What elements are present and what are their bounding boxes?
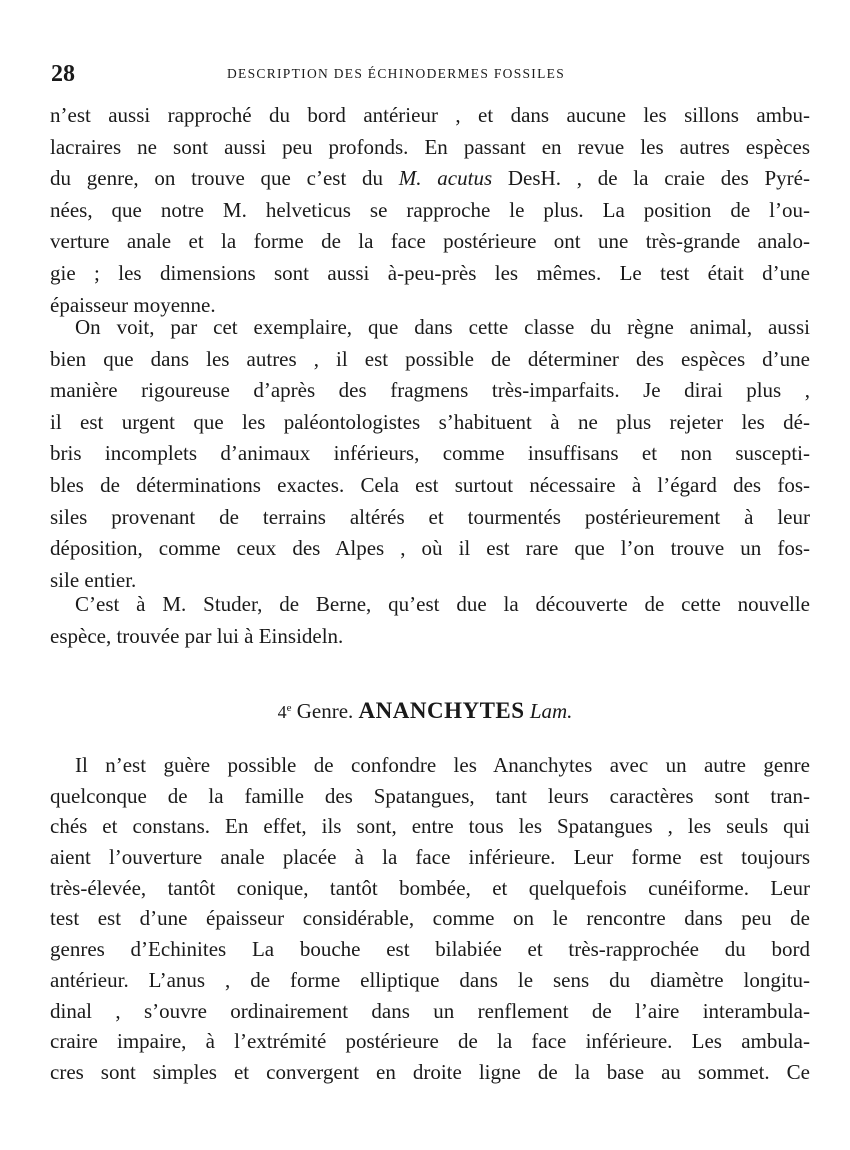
text-line: craire impaire, à l’extrémité postérieure de la face inférieure. Les ambula- <box>50 1029 810 1054</box>
text-line: quelconque de la famille des Spatangues, tant leurs caractères sont tran- <box>50 783 810 808</box>
genus-name: ANANCHYTES <box>358 698 525 723</box>
genus-author: Lam. <box>529 699 573 723</box>
section-heading <box>0 693 850 727</box>
text-line: antérieur. L’anus , de forme elliptique dans le sens du diamètre longitu- <box>50 967 810 992</box>
text-line: nées, que notre M. helveticus se rapproche le plus. La position de l’ou- <box>50 197 810 222</box>
text-line: C’est à M. Studer, de Berne, qu’est due la découverte de cette nouvelle <box>75 592 810 616</box>
text-line: test est d’une épaisseur considérable, comme on le rencontre dans peu de <box>50 906 810 931</box>
text-line: très-élevée, tantôt conique, tantôt bombée, et quelquefois cunéiforme. Leur <box>50 875 810 900</box>
paragraph-2 <box>50 312 810 596</box>
text-line: Il n’est guère possible de confondre les Ananchytes avec un autre genre <box>75 753 810 777</box>
genus-label: Genre. <box>296 699 354 723</box>
text-line: gie ; les dimensions sont aussi à-peu-près les mêmes. Le test était d’une <box>50 260 810 285</box>
text-line: manière rigoureuse d’après des fragmens très-imparfaits. Je dirai plus , <box>50 378 810 403</box>
text-line: sile entier. <box>50 567 137 592</box>
page-header <box>51 62 811 88</box>
genus-ordinal: 4e <box>277 702 292 722</box>
page-number: 28 <box>51 61 75 87</box>
text-line: On voit, par cet exemplaire, que dans cette classe du règne animal, aussi <box>75 315 810 339</box>
text-line: du genre, on trouve que c’est du M. acutus DesH. , de la craie des Pyré- <box>50 166 810 191</box>
text-line: déposition, comme ceux des Alpes , où il est rare que l’on trouve un fos- <box>50 536 810 561</box>
running-title: DESCRIPTION DES ÉCHINODERMES FOSSILES <box>227 66 566 81</box>
text-line: aient l’ouverture anale placée à la face inférieure. Leur forme est toujours <box>50 845 810 870</box>
text-line: dinal , s’ouvre ordinairement dans un renflement de l’aire interambula- <box>50 998 810 1023</box>
text-line: il est urgent que les paléontologistes s’habituent à ne plus rejeter les dé- <box>50 409 810 434</box>
paragraph-4 <box>50 750 810 1088</box>
paragraph-1 <box>50 100 810 321</box>
text-line: cres sont simples et convergent en droite ligne de la base au sommet. Ce <box>50 1059 810 1084</box>
text-line: siles provenant de terrains altérés et tourmentés postérieurement à leur <box>50 504 810 529</box>
text-line: bien que dans les autres , il est possible de déterminer des espèces d’une <box>50 346 810 371</box>
paragraph-3 <box>50 589 810 652</box>
species-name-italic: M. acutus <box>398 166 493 191</box>
text-line: épaisseur moyenne. <box>50 292 216 317</box>
text-line: n’est aussi rapproché du bord antérieur , et dans aucune les sillons ambu- <box>50 103 810 127</box>
text-line: bris incomplets d’animaux inférieurs, comme insuffisans et non suscepti- <box>50 441 810 466</box>
text-line: lacraires ne sont aussi peu profonds. En passant en revue les autres espèces <box>50 134 810 159</box>
text-line: chés et constans. En effet, ils sont, entre tous les Spatangues , les seuls qui <box>50 814 810 839</box>
text-line: bles de déterminations exactes. Cela est surtout nécessaire à l’égard des fos- <box>50 472 810 497</box>
text-line: genres d’Echinites La bouche est bilabiée et très-rapprochée du bord <box>50 937 810 962</box>
text-line: verture anale et la forme de la face postérieure ont une très-grande analo- <box>50 229 810 254</box>
text-line: espèce, trouvée par lui à Einsideln. <box>50 623 344 648</box>
